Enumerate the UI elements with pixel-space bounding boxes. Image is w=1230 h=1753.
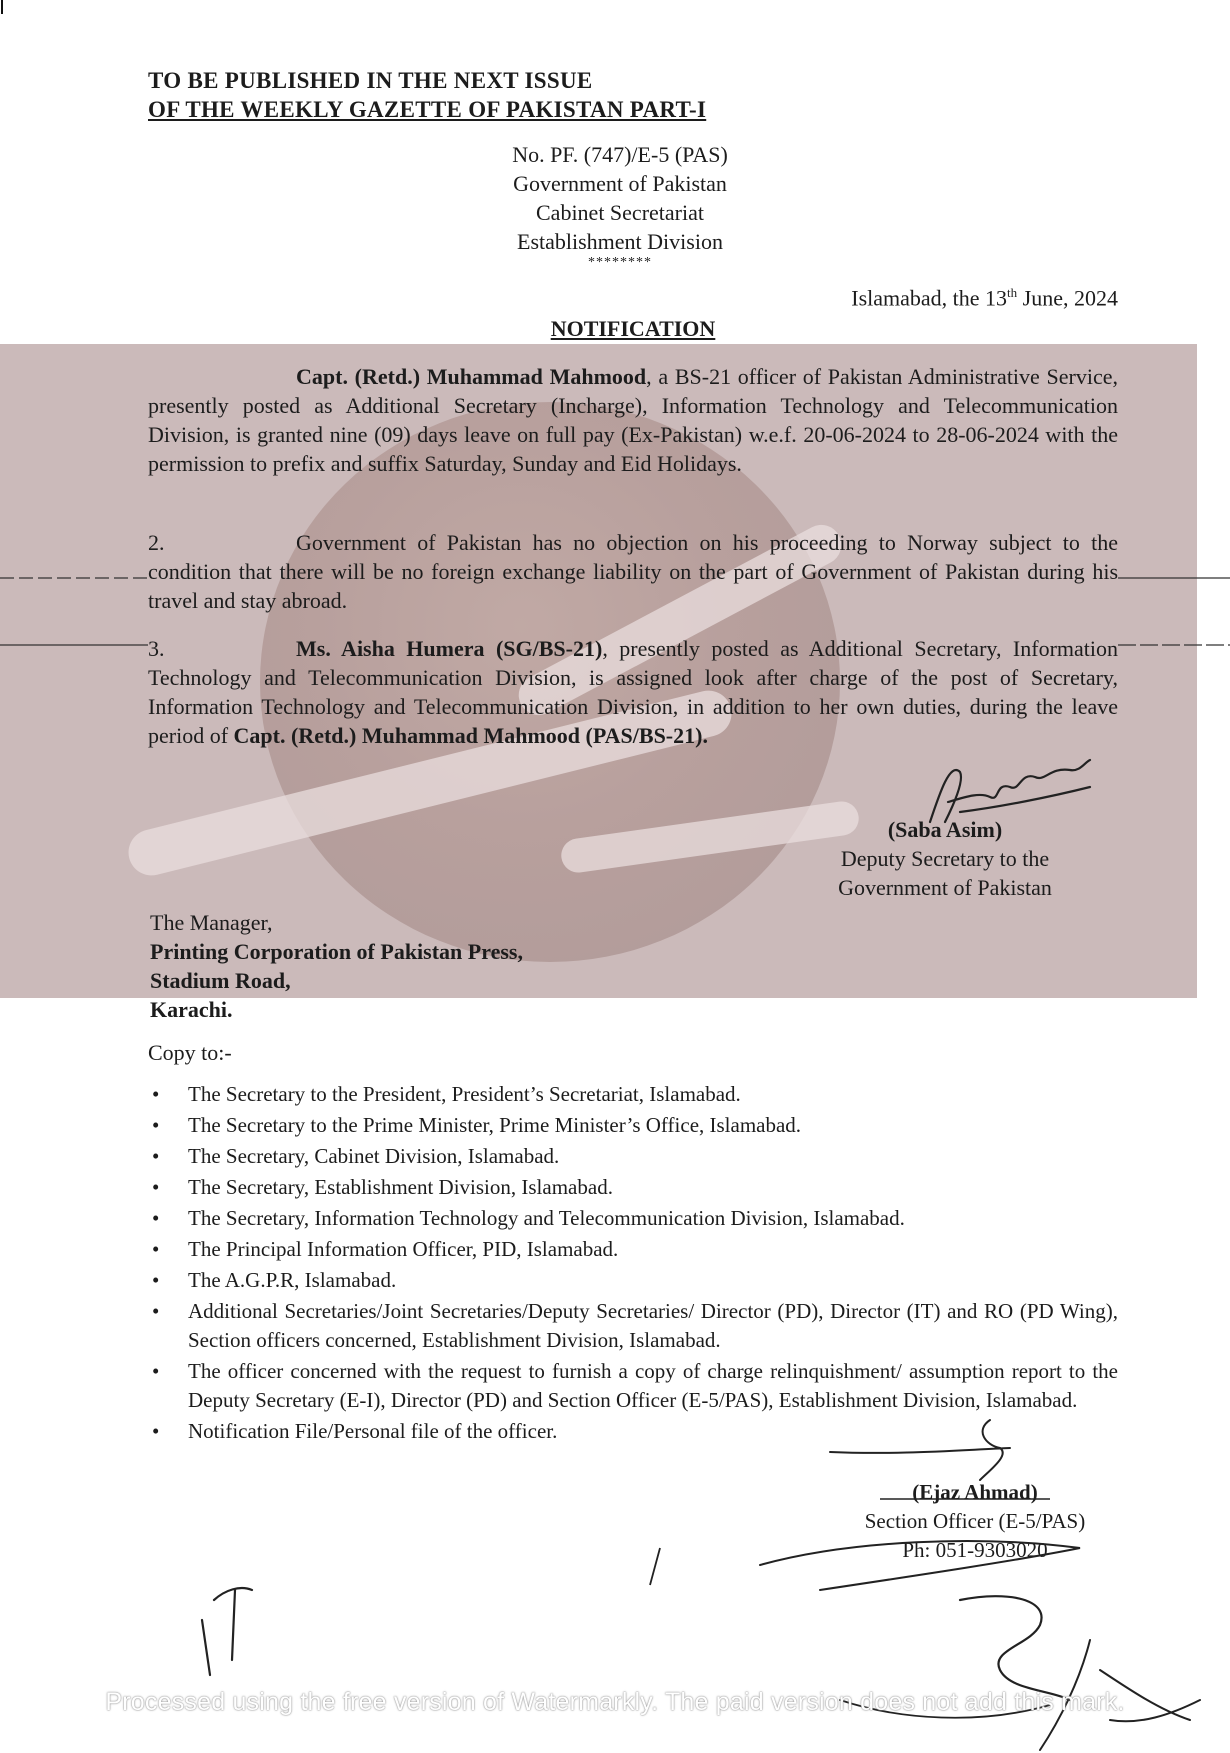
paragraph-2-number: 2. (148, 530, 165, 555)
section-officer-phone: Ph: 051-9303020 (902, 1538, 1048, 1562)
copy-list-item: • The officer concerned with the request to furnish a copy of charge relinquishment/ assumption report to the Deputy Secretary (E-I), Director (PD) and Section Officer (E-5/PAS), Establishment Division, Islamabad. (152, 1359, 1118, 1412)
address-line-4: Karachi. (150, 997, 233, 1022)
copy-list-item: • The Secretary, Information Technology and Telecommunication Division, Islamabad. (148, 1204, 1118, 1233)
date-prefix: Islamabad, the 13 (851, 285, 1008, 311)
copy-list-item: • The Secretary to the Prime Minister, Prime Minister’s Office, Islamabad. (148, 1111, 1118, 1140)
bullet-icon: • (152, 1175, 160, 1199)
watermark-text: Processed using the free version of Watermarkly. The paid version does not add this mark. (105, 1688, 1125, 1716)
copy-list-item: • Notification File/Personal file of the officer. (148, 1417, 1118, 1446)
signatory-name: (Saba Asim) (887, 817, 1003, 842)
signatory-org: Government of Pakistan (838, 875, 1052, 900)
bullet-icon: • (152, 1299, 160, 1323)
signature-stroke (830, 1420, 1010, 1480)
handwritten-it-mark (202, 1588, 252, 1675)
publish-line-2: OF THE WEEKLY GAZETTE OF PAKISTAN PART-I (148, 97, 707, 122)
file-number: No. PF. (747)/E-5 (PAS) (512, 142, 728, 167)
secretariat-name: Cabinet Secretariat (536, 200, 704, 225)
copy-to-label: Copy to:- (148, 1040, 232, 1065)
copy-list-item: • The Secretary to the President, President’s Secretariat, Islamabad. (148, 1080, 1118, 1109)
copy-list-item: • The Secretary, Cabinet Division, Islamabad. (148, 1142, 1118, 1171)
paragraph-2-text: Government of Pakistan has no objection on his proceeding to Norway subject to the condition that there will be no foreign exchange liability on the part of Government of Pakistan during his travel and stay abroad. (148, 530, 1118, 613)
signature-stroke (960, 1596, 1070, 1700)
division-name: Establishment Division (517, 229, 723, 254)
bullet-icon: • (152, 1268, 160, 1292)
copy-list-item: • The A.G.P.R, Islamabad. (148, 1266, 1118, 1295)
copy-list-item: • Additional Secretaries/Joint Secretaries/Deputy Secretaries/ Director (PD), Director (IT) and RO (PD Wing), Section officers concerned, Establishment Division, Islamabad. (152, 1299, 1118, 1352)
address-line-2: Printing Corporation of Pakistan Press, (150, 939, 523, 964)
officer-name: Capt. (Retd.) Muhammad Mahmood (296, 364, 647, 389)
date-rest: June, 2024 (1017, 285, 1118, 311)
government-name: Government of Pakistan (513, 171, 727, 196)
separator-stars: ******** (588, 255, 652, 270)
bullet-icon: • (152, 1359, 160, 1383)
leave-officer-ref: Capt. (Retd.) Muhammad Mahmood (PAS/BS-21). (233, 723, 708, 748)
pen-tick-mark (650, 1548, 660, 1585)
copy-list-item: • The Principal Information Officer, PID, Islamabad. (148, 1235, 1118, 1264)
copy-list-item: • The Secretary, Establishment Division, Islamabad. (148, 1173, 1118, 1202)
publish-line-1: TO BE PUBLISHED IN THE NEXT ISSUE (148, 68, 593, 93)
signatory-title: Deputy Secretary to the (840, 846, 1050, 871)
paragraph-3-number: 3. (148, 636, 165, 661)
bullet-icon: • (152, 1419, 160, 1443)
paragraph-1-text: , a BS-21 officer of Pakistan Administrative Service, presently posted as Additional Secretary (Incharge), Information Technology and Telecommunication Division, is granted nine (09) days leave on full pay (Ex-Pakistan) w.e.f. 20-06-2024 to 28-06-2024 with the permission to prefix and suffix Saturday, Sunday and Eid Holidays. (148, 364, 1118, 476)
section-officer-title: Section Officer (E-5/PAS) (864, 1509, 1086, 1533)
date-suffix: th (1007, 285, 1018, 300)
address-line-1: The Manager, (150, 910, 273, 935)
notification-title: NOTIFICATION (550, 316, 716, 341)
charge-officer-name: Ms. Aisha Humera (SG/BS-21) (296, 636, 603, 661)
section-officer-name: (Ejaz Ahmad) (912, 1480, 1038, 1504)
bullet-icon: • (152, 1237, 160, 1261)
bullet-icon: • (152, 1206, 160, 1230)
bullet-icon: • (152, 1113, 160, 1137)
address-line-3: Stadium Road, (150, 968, 291, 993)
paragraph-3-text: , presently posted as Additional Secretary, Information Technology and Telecommunication Division, is assigned look after charge of the post of Secretary, Information Technology and Telecommunication Division, in addition to her own duties, during the leave period of (148, 636, 1118, 748)
bullet-icon: • (152, 1144, 160, 1168)
bullet-icon: • (152, 1082, 160, 1106)
signature-stroke (760, 1541, 1080, 1590)
